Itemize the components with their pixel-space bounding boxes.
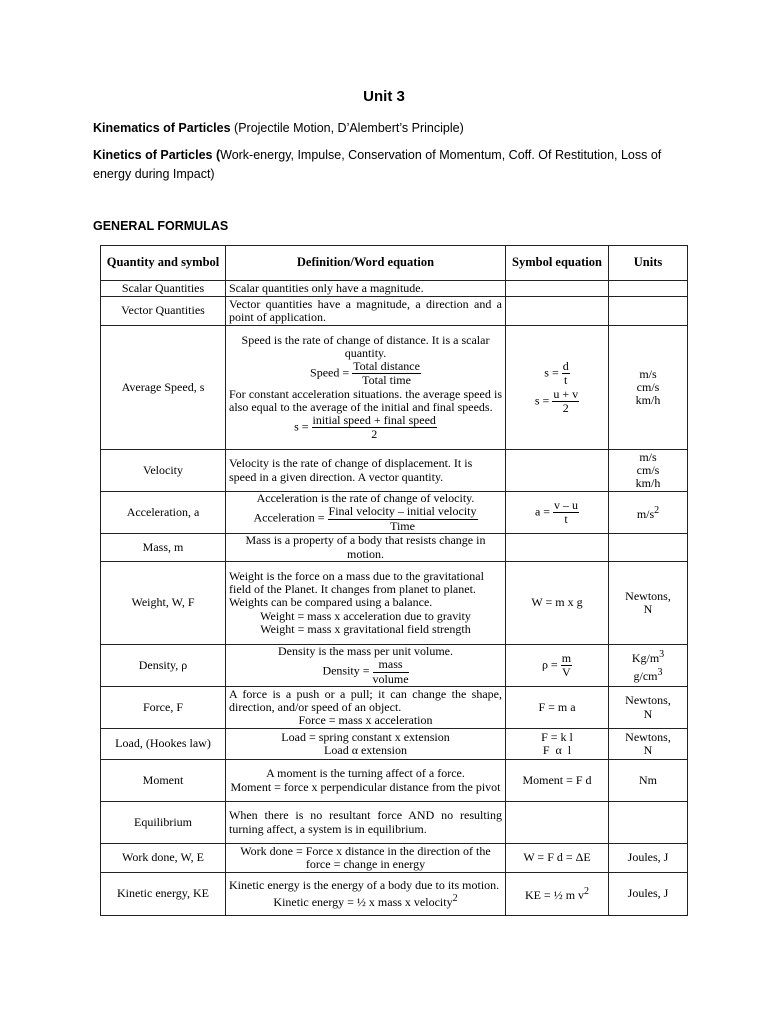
symbol-equation — [509, 360, 605, 387]
denominator: t — [564, 512, 568, 526]
fraction — [553, 499, 579, 526]
cell-definition: Vector quantities have a magnitude, a direction and a point of application. — [226, 297, 506, 326]
definition-line: Acceleration is the rate of change of velocity. — [256, 491, 475, 506]
table-header-row — [101, 246, 688, 281]
cell-symbol — [506, 645, 609, 687]
table-row — [101, 281, 688, 297]
cell-definition: Velocity is the rate of change of displacement. It is speed in a given direction. A vector quantity. — [226, 450, 506, 492]
unit-exponent: 3 — [657, 666, 663, 678]
word-equation — [229, 658, 502, 685]
word-equation — [229, 505, 502, 532]
unit-line: N — [643, 743, 653, 757]
cell-definition — [226, 687, 506, 729]
cell-units — [609, 534, 688, 562]
page-title: Unit 3 — [363, 88, 405, 105]
cell-quantity: Average Speed, s — [101, 326, 226, 450]
unit-line: m/s — [639, 366, 657, 381]
numerator: mass — [373, 658, 409, 672]
cell-symbol: F = m a — [506, 687, 609, 729]
fraction — [373, 658, 409, 685]
fraction — [328, 505, 478, 532]
denominator: t — [564, 373, 568, 388]
word-equation: Load = spring constant x extension — [281, 729, 450, 744]
cell-symbol — [506, 326, 609, 450]
section-heading: GENERAL FORMULAS — [93, 219, 229, 233]
equation-base: Kinetic energy = ½ x mass x velocity — [273, 895, 453, 909]
denominator: volume — [372, 671, 409, 686]
unit-line: Newtons, — [625, 588, 671, 603]
numerator: v – u — [554, 497, 579, 512]
header-symbol: Symbol equation — [506, 246, 609, 281]
table-row — [101, 492, 688, 534]
symbol-equation — [509, 388, 605, 415]
equation-base: KE = ½ m v — [524, 888, 585, 903]
cell-units — [609, 297, 688, 326]
cell-units: Nm — [609, 760, 688, 802]
cell-units — [609, 729, 688, 760]
cell-symbol — [506, 802, 609, 844]
table-row — [101, 802, 688, 844]
denominator: 2 — [371, 427, 378, 442]
fraction — [352, 360, 421, 387]
cell-quantity: Acceleration, a — [101, 492, 226, 534]
numerator: Final velocity – initial velocity — [328, 504, 477, 519]
cell-quantity: Scalar Quantities — [101, 281, 226, 297]
cell-quantity: Density, ρ — [101, 645, 226, 687]
unit-line: km/h — [635, 393, 661, 408]
definition-line: Density is the mass per unit volume. — [278, 644, 453, 659]
cell-quantity: Work done, W, E — [101, 844, 226, 873]
numerator: d — [562, 359, 569, 374]
denominator: 2 — [562, 400, 569, 415]
header-quantity: Quantity and symbol — [101, 246, 226, 281]
cell-units — [609, 281, 688, 297]
cell-definition — [226, 562, 506, 645]
table-row — [101, 844, 688, 873]
numerator: m — [561, 650, 572, 665]
cell-symbol — [506, 297, 609, 326]
cell-symbol — [506, 873, 609, 916]
cell-definition — [226, 873, 506, 916]
fraction — [561, 652, 572, 679]
cell-symbol: Moment = F d — [506, 760, 609, 802]
definition-line: Kinetic energy is the energy of a body due to its motion. — [229, 877, 500, 892]
equation-lhs: s = — [534, 392, 553, 407]
cell-symbol — [506, 281, 609, 297]
cell-quantity: Moment — [101, 760, 226, 802]
equation-exponent: 2 — [452, 893, 458, 904]
cell-quantity: Weight, W, F — [101, 562, 226, 645]
cell-units — [609, 562, 688, 645]
cell-quantity: Velocity — [101, 450, 226, 492]
unit-line: cm/s — [636, 462, 660, 477]
cell-units — [609, 645, 688, 687]
cell-quantity: Kinetic energy, KE — [101, 873, 226, 916]
word-equation — [229, 414, 502, 441]
cell-symbol — [506, 534, 609, 562]
cell-definition: When there is no resultant force AND no resulting turning affect, a system is in equilibrium. — [226, 802, 506, 844]
numerator: initial speed + final speed — [312, 412, 436, 427]
fraction — [312, 414, 437, 441]
fraction — [562, 360, 570, 387]
word-equation: Weight = mass x acceleration due to gravity — [260, 608, 471, 623]
word-equation: Force = mass x acceleration — [298, 713, 433, 728]
kinetics-topics: Work-energy, Impulse, Conservation of Momentum, Coff. Of Restitution, Loss of energy during Impact) — [93, 148, 662, 181]
definition-line: For constant acceleration situations. the average speed is also equal to the average of the initial and final speeds. — [229, 386, 502, 414]
kinetics-heading: Kinetics of Particles ( — [93, 148, 221, 162]
numerator: Total distance — [353, 359, 420, 374]
denominator: V — [562, 665, 571, 679]
unit-line: Newtons, — [625, 693, 671, 708]
word-equation: Moment = force x perpendicular distance from the pivot — [230, 779, 501, 794]
word-equation: Load α extension — [324, 743, 407, 757]
cell-definition — [226, 645, 506, 687]
cell-units: Joules, J — [609, 844, 688, 873]
cell-quantity: Load, (Hookes law) — [101, 729, 226, 760]
table-row — [101, 760, 688, 802]
equation-lhs: ρ = — [541, 657, 561, 672]
table-row — [101, 326, 688, 450]
kinetics-paragraph — [93, 146, 683, 184]
table-row — [101, 687, 688, 729]
unit-line: cm/s — [636, 379, 660, 394]
unit-line — [612, 648, 684, 665]
cell-quantity: Vector Quantities — [101, 297, 226, 326]
equation-lhs: s = — [294, 419, 312, 434]
word-equation — [229, 360, 502, 387]
cell-units — [609, 450, 688, 492]
cell-units — [609, 802, 688, 844]
equation-lhs: Acceleration = — [253, 510, 328, 525]
word-equation: Weight = mass x gravitational field strength — [260, 621, 471, 636]
cell-definition — [226, 326, 506, 450]
unit-base: m/s — [636, 506, 655, 521]
unit-line: m/s — [639, 449, 657, 464]
definition-line: A force is a push or a pull; it can change the shape, direction, and/or speed of an object. — [229, 686, 502, 714]
cell-units — [609, 326, 688, 450]
cell-definition — [226, 760, 506, 802]
symbol-equation: F = k l — [541, 729, 573, 744]
cell-quantity: Mass, m — [101, 534, 226, 562]
symbol-equation: F α l — [542, 743, 572, 757]
cell-definition — [226, 729, 506, 760]
cell-units: Joules, J — [609, 873, 688, 916]
table-row — [101, 873, 688, 916]
equation-lhs: Density = — [322, 663, 373, 678]
formula-table — [100, 245, 688, 916]
table-row — [101, 534, 688, 562]
denominator: Total time — [362, 373, 411, 388]
header-units: Units — [609, 246, 688, 281]
table-row — [101, 729, 688, 760]
cell-symbol — [506, 492, 609, 534]
table-row — [101, 645, 688, 687]
cell-symbol: W = m x g — [506, 562, 609, 645]
definition-line: A moment is the turning affect of a force. — [266, 766, 465, 781]
unit-line: N — [643, 602, 653, 616]
word-equation — [229, 892, 502, 909]
cell-definition: Scalar quantities only have a magnitude. — [226, 281, 506, 297]
cell-definition: Mass is a property of a body that resists change in motion. — [226, 534, 506, 562]
denominator: Time — [390, 518, 415, 533]
definition-line: Speed is the rate of change of distance. It is a scalar quantity. — [241, 332, 490, 360]
table-row — [101, 297, 688, 326]
formula-table-wrapper — [100, 245, 687, 916]
kinematics-heading: Kinematics of Particles — [93, 121, 231, 135]
unit-exponent: 2 — [654, 504, 660, 516]
cell-quantity: Force, F — [101, 687, 226, 729]
cell-definition — [226, 492, 506, 534]
numerator: u + v — [553, 386, 579, 401]
unit-base: g/cm — [633, 668, 658, 683]
definition-line: Weight is the force on a mass due to the gravitational field of the Planet. It changes from planet to planet. Weights can be compared using a balance. — [229, 568, 484, 610]
fraction — [552, 388, 579, 415]
unit-line: km/h — [635, 476, 661, 491]
unit-base: Kg/m — [631, 651, 660, 666]
cell-quantity: Equilibrium — [101, 802, 226, 844]
unit-line: N — [643, 706, 653, 721]
cell-symbol: W = F d = ΔE — [506, 844, 609, 873]
equation-lhs: s = — [544, 365, 562, 380]
equation-lhs: a = — [534, 504, 554, 519]
equation-lhs: Speed = — [310, 365, 353, 380]
table-row — [101, 450, 688, 492]
kinematics-topics: (Projectile Motion, D’Alembert’s Principle) — [230, 121, 464, 135]
table-row — [101, 562, 688, 645]
header-definition: Definition/Word equation — [226, 246, 506, 281]
cell-definition: Work done = Force x distance in the direction of the force = change in energy — [226, 844, 506, 873]
cell-units — [609, 492, 688, 534]
cell-symbol — [506, 729, 609, 760]
equation-exponent: 2 — [584, 886, 590, 898]
kinematics-paragraph — [93, 119, 683, 138]
unit-line — [612, 666, 684, 683]
cell-units — [609, 687, 688, 729]
unit-exponent: 3 — [659, 649, 665, 661]
cell-symbol — [506, 450, 609, 492]
unit-line: Newtons, — [625, 729, 671, 744]
